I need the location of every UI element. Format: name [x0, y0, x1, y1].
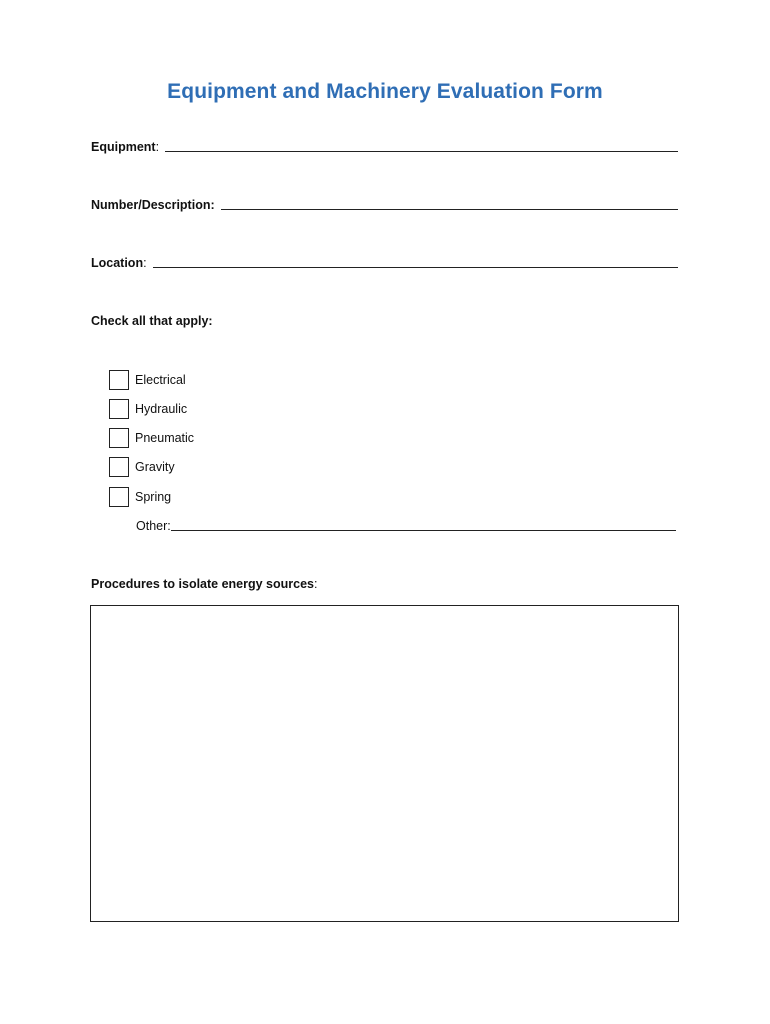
checkbox-square[interactable]	[109, 399, 129, 419]
procedures-label-text: Procedures to isolate energy sources	[91, 577, 315, 591]
checkbox-pneumatic[interactable]	[109, 428, 194, 448]
equipment-field[interactable]	[91, 140, 678, 154]
checkbox-square[interactable]	[109, 370, 129, 390]
procedures-label	[91, 577, 318, 591]
number-description-label: Number/Description:	[91, 198, 215, 212]
location-field[interactable]	[91, 256, 678, 270]
number-description-input-line[interactable]	[221, 209, 678, 210]
procedures-colon: :	[314, 577, 318, 591]
other-label: Other:	[136, 519, 171, 533]
equipment-label: Equipment	[91, 140, 156, 154]
checkbox-hydraulic[interactable]	[109, 399, 187, 419]
checkbox-square[interactable]	[109, 457, 129, 477]
location-label: Location	[91, 256, 144, 270]
equipment-input-line[interactable]	[165, 151, 678, 152]
other-field[interactable]	[136, 519, 676, 533]
checkbox-label: Pneumatic	[135, 431, 195, 445]
checkbox-square[interactable]	[109, 487, 129, 507]
other-input-line[interactable]	[171, 530, 676, 531]
equipment-colon: :	[155, 140, 160, 154]
checkbox-label: Spring	[135, 490, 172, 504]
checkbox-electrical[interactable]	[109, 370, 186, 390]
checkbox-label: Electrical	[135, 373, 186, 387]
location-input-line[interactable]	[153, 267, 678, 268]
location-colon: :	[143, 256, 147, 270]
number-description-field[interactable]	[91, 198, 678, 212]
checkbox-label: Hydraulic	[135, 402, 188, 416]
form-title: Equipment and Machinery Evaluation Form	[167, 80, 603, 103]
procedures-textarea[interactable]	[90, 605, 679, 922]
check-all-label: Check all that apply:	[91, 314, 213, 328]
checkbox-spring[interactable]	[109, 487, 171, 507]
checkbox-label: Gravity	[135, 460, 175, 474]
checkbox-gravity[interactable]	[109, 457, 175, 477]
checkbox-square[interactable]	[109, 428, 129, 448]
